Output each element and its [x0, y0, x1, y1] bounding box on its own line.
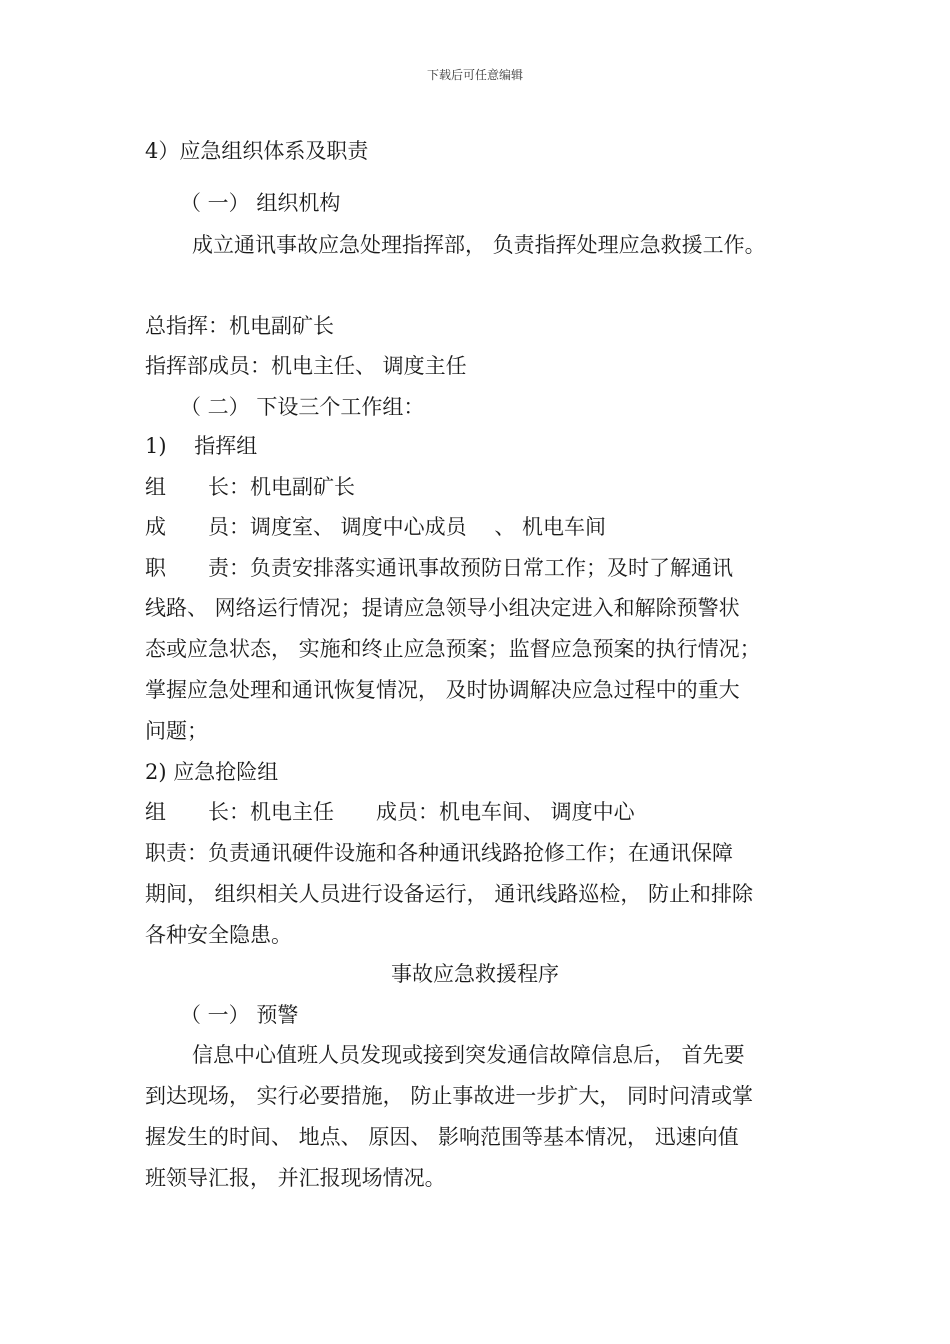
paragraph-line: 态或应急状态， 实施和终止应急预案；监督应急预案的执行情况； — [145, 637, 761, 661]
paragraph-line: 成立通讯事故应急处理指挥部， 负责指挥处理应急救援工作。 — [192, 233, 766, 257]
paragraph-line: 期间， 组织相关人员进行设备运行， 通讯线路巡检， 防止和排除 — [145, 882, 754, 906]
paragraph-line: 组 长：机电副矿长 — [145, 475, 355, 499]
paragraph-line: 信息中心值班人员发现或接到突发通信故障信息后， 首先要 — [192, 1043, 745, 1067]
paragraph-line: 职责：负责通讯硬件设施和各种通讯线路抢修工作；在通讯保障 — [145, 841, 733, 865]
paragraph-line: 班领导汇报， 并汇报现场情况。 — [145, 1166, 446, 1190]
paragraph-line: 总指挥：机电副矿长 — [145, 314, 334, 338]
paragraph-line: 各种安全隐患。 — [145, 923, 292, 947]
list-item: 2) 应急抢险组 — [145, 760, 279, 784]
subsection-heading: （ 一） 预警 — [180, 1003, 299, 1027]
paragraph-line: 组 长：机电主任 成员：机电车间、 调度中心 — [145, 800, 635, 824]
paragraph-line: 线路、 网络运行情况；提请应急领导小组决定进入和解除预警状 — [145, 596, 740, 620]
paragraph-line: 职 责：负责安排落实通讯事故预防日常工作；及时了解通讯 — [145, 556, 733, 580]
paragraph-line: 握发生的时间、 地点、 原因、 影响范围等基本情况， 迅速向值 — [145, 1125, 739, 1149]
paragraph-line: 掌握应急处理和通讯恢复情况， 及时协调解决应急过程中的重大 — [145, 678, 740, 702]
subsection-heading: （ 一） 组织机构 — [180, 191, 341, 215]
list-item: 1) 指挥组 — [145, 434, 258, 458]
section-title: 4）应急组织体系及职责 — [145, 139, 369, 163]
paragraph-line: 问题； — [145, 719, 208, 743]
section-heading-centered: 事故应急救援程序 — [391, 962, 559, 986]
subsection-heading: （ 二） 下设三个工作组： — [180, 395, 425, 419]
paragraph-line: 指挥部成员：机电主任、 调度主任 — [145, 354, 467, 378]
page-header: 下载后可任意编辑 — [426, 68, 523, 82]
paragraph-line: 到达现场， 实行必要措施， 防止事故进一步扩大， 同时问清或掌 — [145, 1084, 754, 1108]
paragraph-line: 成 员：调度室、 调度中心成员 、 机电车间 — [145, 515, 607, 539]
